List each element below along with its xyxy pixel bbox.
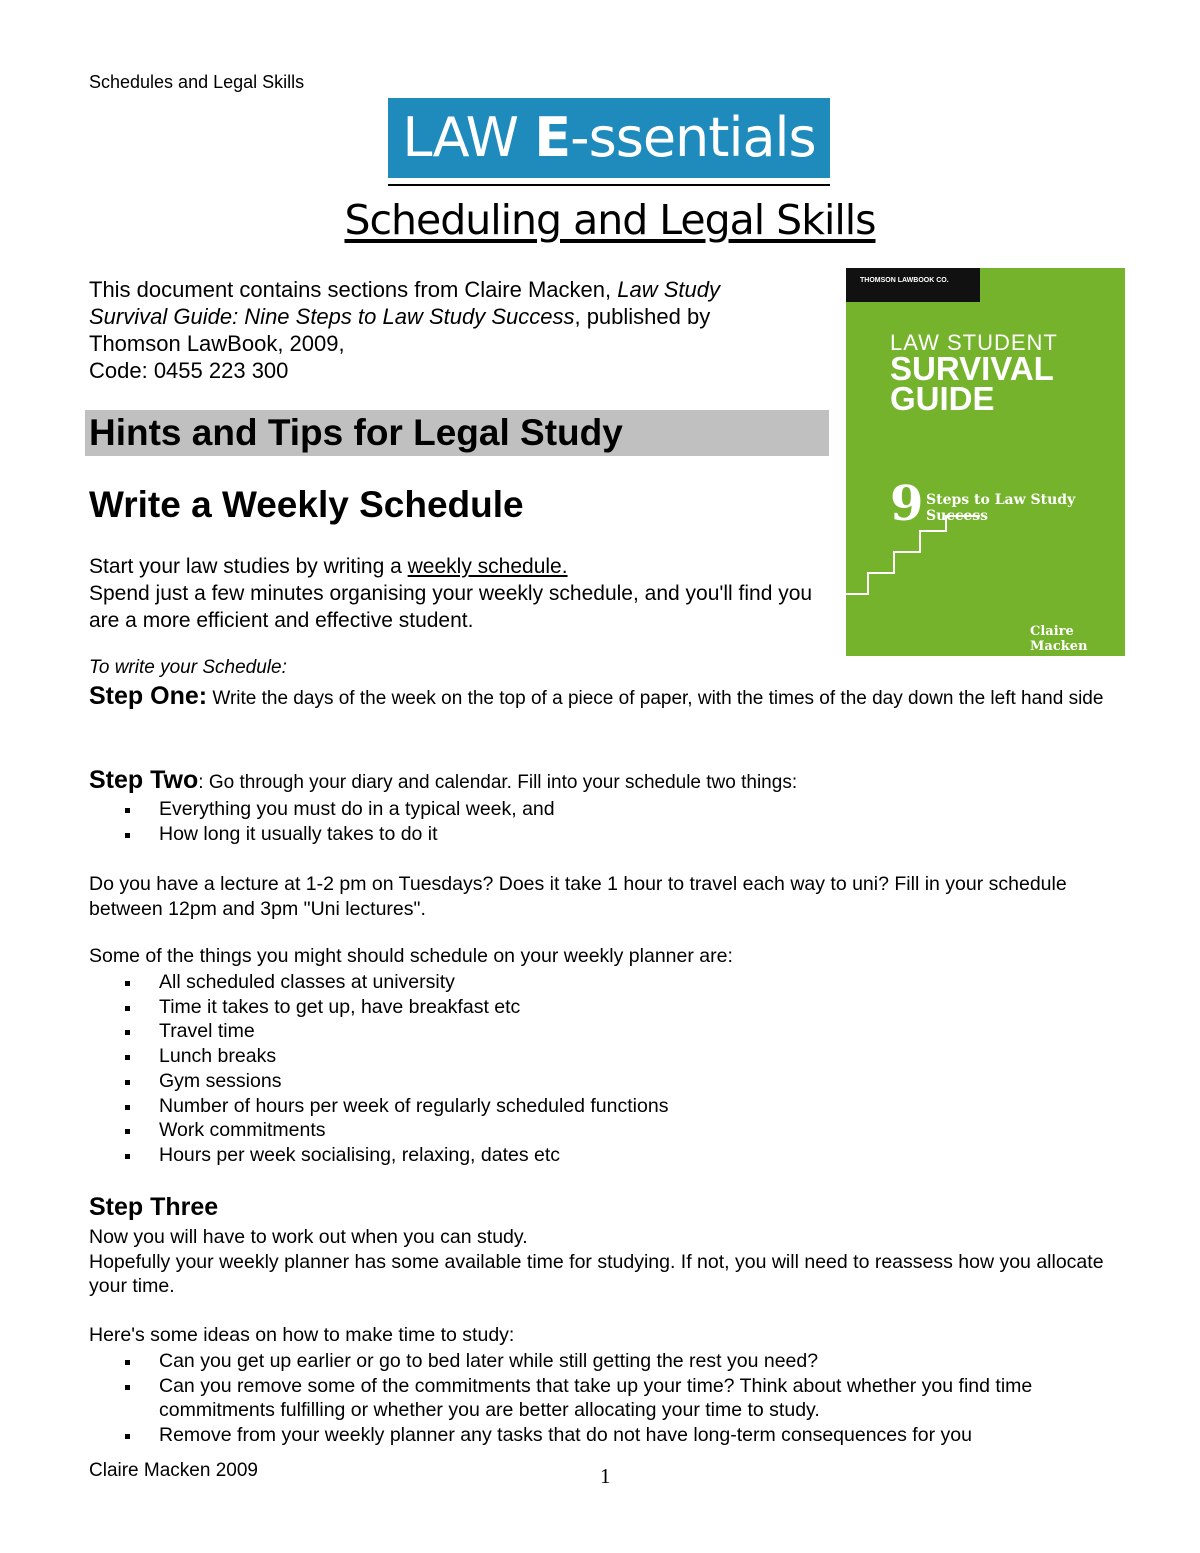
list-item: Can you get up earlier or go to bed later while still getting the rest you need? [89, 1349, 1134, 1374]
cover-number: 9 [890, 476, 924, 532]
list-item: All scheduled classes at university [89, 970, 1129, 995]
cover-publisher-block: THOMSON LAWBOOK CO. [846, 268, 980, 302]
some-things-intro: Some of the things you might should schedule on your weekly planner are: [89, 945, 733, 967]
how-to-label: To write your Schedule: [89, 657, 287, 678]
list-item: Time it takes to get up, have breakfast etc [89, 995, 1129, 1020]
weekly-schedule-heading: Write a Weekly Schedule [89, 484, 524, 525]
step-three-paragraph: Now you will have to work out when you can study. Hopefully your weekly planner has some available time for studying. If not, you will need to reassess how you allocate your time. [89, 1226, 1104, 1298]
banner-divider [388, 184, 830, 186]
footer-author: Claire Macken 2009 [89, 1460, 258, 1481]
step-two: Step Two: Go through your diary and calendar. Fill into your schedule two things: [89, 766, 798, 794]
document-title: Scheduling and Legal Skills [344, 196, 876, 244]
law-essentials-logo: LAW E-ssentials [388, 98, 830, 178]
ideas-list [89, 1349, 1134, 1448]
cover-subtitle: Steps to Law Study Success [926, 492, 1076, 524]
list-item: Hours per week socialising, relaxing, dates etc [89, 1143, 1129, 1168]
page-number: 1 [600, 1464, 611, 1488]
book-cover-image [846, 268, 1125, 656]
start-paragraph: Start your law studies by writing a weekly schedule. Spend just a few minutes organising your weekly schedule, and you'll find you are a more efficient and effective student. [89, 555, 813, 632]
ideas-intro: Here's some ideas on how to make time to study: [89, 1324, 515, 1346]
list-item: How long it usually takes to do it [89, 822, 1129, 847]
cover-title-main: SURVIVAL GUIDE [890, 350, 1054, 417]
list-item: Travel time [89, 1019, 1129, 1044]
step-two-list [89, 797, 1129, 846]
step-one: Step One: Write the days of the week on the top of a piece of paper, with the times of the day down the left hand side [89, 682, 1104, 710]
intro-paragraph: This document contains sections from Claire Macken, Law Study Survival Guide: Nine Steps to Law Study Success, published by Thomson LawBook, 2009, Code: 0455 223 300 [89, 277, 720, 383]
schedule-items-list [89, 970, 1129, 1168]
lecture-paragraph: Do you have a lecture at 1-2 pm on Tuesdays? Does it take 1 hour to travel each way to uni? Fill in your schedule between 12pm and 3pm "Uni lectures". [89, 873, 1067, 920]
list-item: Can you remove some of the commitments that take up your time? Think about whether you find time commitments fulfilling or whether you are better allocating your time to study. [89, 1374, 1134, 1423]
list-item: Everything you must do in a typical week, and [89, 797, 1129, 822]
list-item: Lunch breaks [89, 1044, 1129, 1069]
list-item: Number of hours per week of regularly scheduled functions [89, 1094, 1129, 1119]
stairs-illustration [846, 268, 1125, 656]
section-heading: Hints and Tips for Legal Study [89, 412, 623, 453]
weekly-schedule-link: weekly schedule. [407, 555, 568, 578]
cover-title-line1: LAW STUDENT [890, 330, 1058, 355]
running-header: Schedules and Legal Skills [89, 72, 305, 92]
list-item: Remove from your weekly planner any tasks that do not have long-term consequences for you [89, 1423, 1134, 1448]
step-three-heading: Step Three [89, 1193, 219, 1221]
cover-author: Claire Macken [1030, 624, 1088, 654]
list-item: Work commitments [89, 1118, 1129, 1143]
list-item: Gym sessions [89, 1069, 1129, 1094]
